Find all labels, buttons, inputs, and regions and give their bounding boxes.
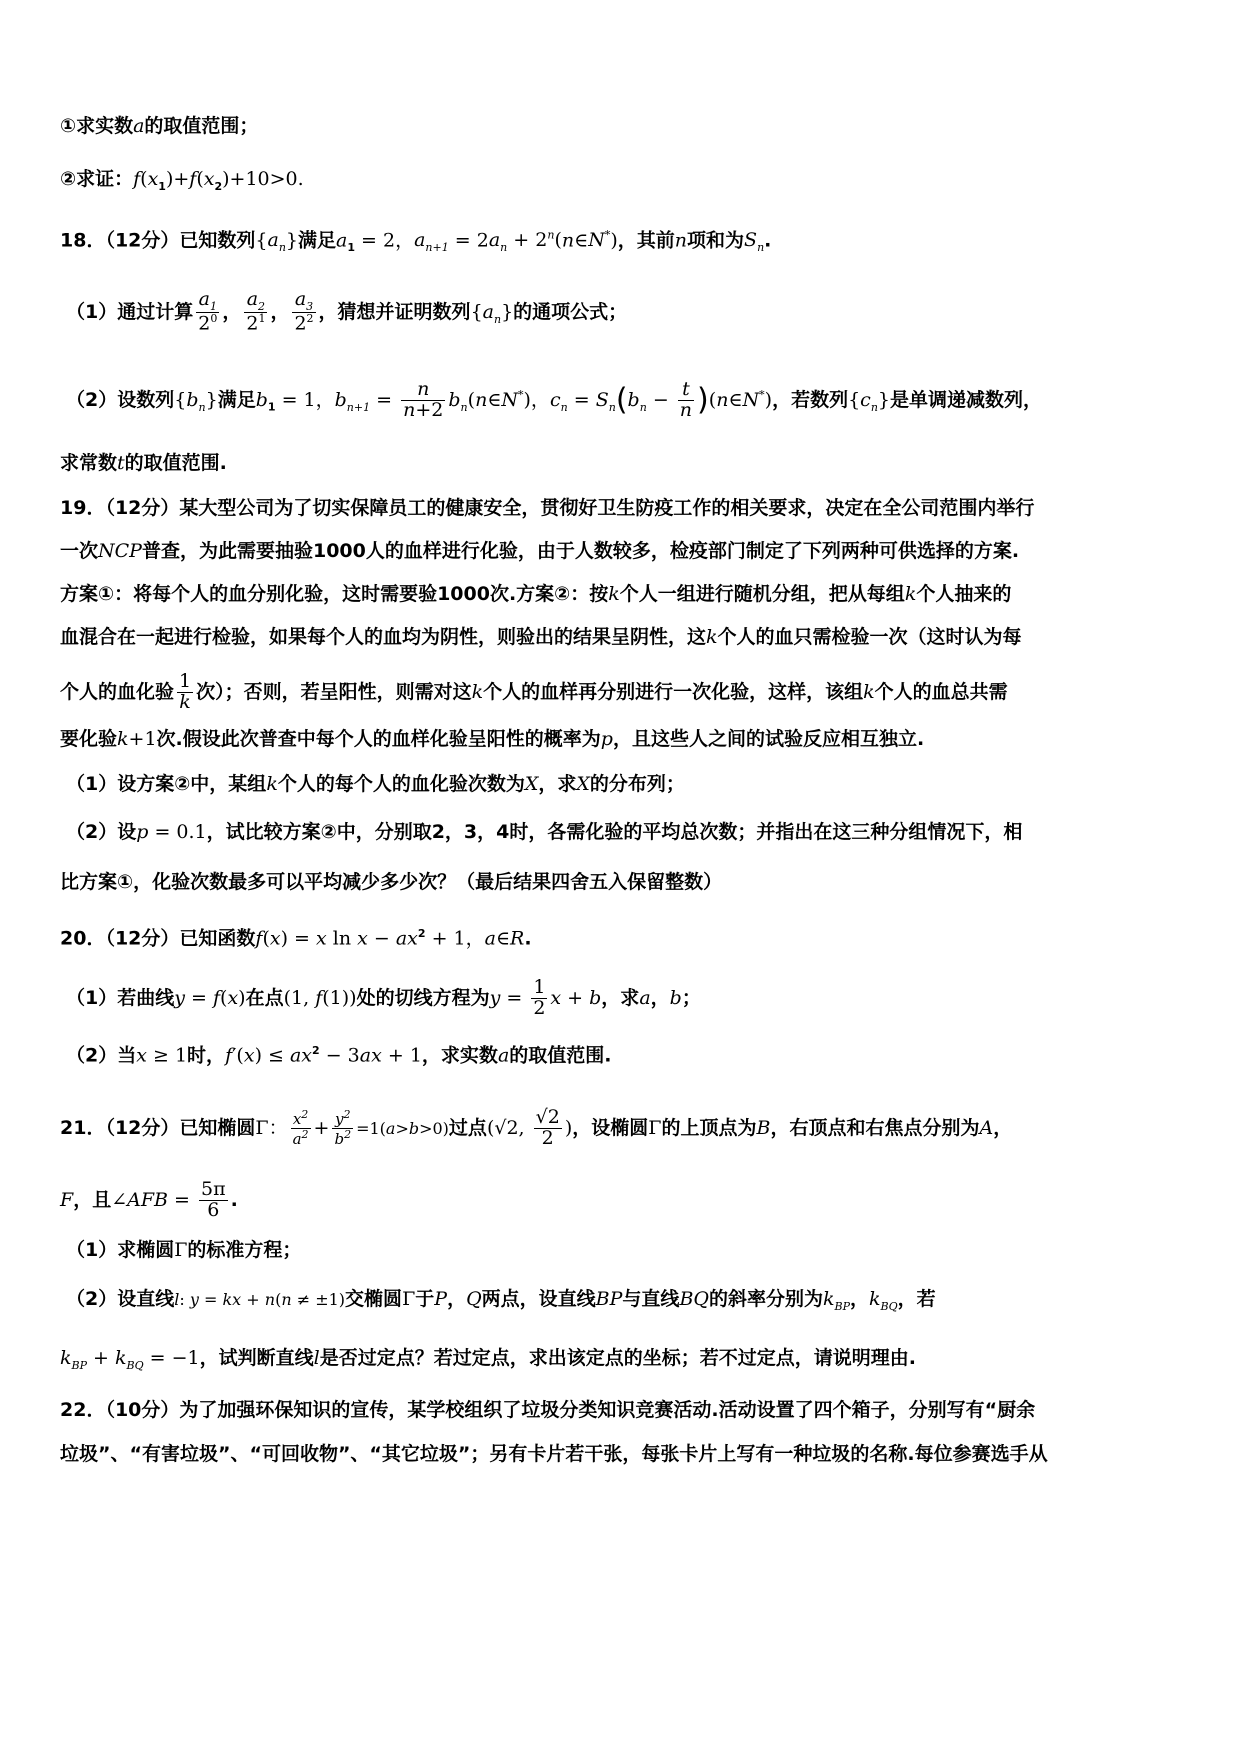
q20-stem: 20．（12分）已知函数f(x) = x $\ln x - ax^2 + 1$，a∈R. — [60, 927, 532, 950]
q19-line2: 一次NCP普查，为此需要抽验1000人的血样进行化验，由于人数较多，检疫部门制定了下列两种可供选择的方案. — [60, 540, 1020, 562]
q21-part1: （1）求椭圆Γ的标准方程； — [66, 1239, 302, 1261]
q22-line2: 垃圾”、“有害垃圾”、“可回收物”、“其它垃圾”；另有卡片若干张，每张卡片上写有一种垃圾的名称.每位参赛选手从 — [60, 1443, 1048, 1465]
q18-part2: （2）设数列$\{b_n\}$满足$b_1 = 1$，$b_{n+1}$ = $\frac{n}{n+2}$ $b_n(n\in N^*)$，$c_n = S_n(b_n$ − $\frac{t}{n}$ )(n∈N*)，若数列$\{c_n\}$是单调递减数列， — [66, 378, 1043, 421]
q18-part1: （1）通过计算 $\frac{a_1}{2^0}$ ， $\frac{a_2}{2^1}$ ， $\frac{a_3}{2^2}$ ，猜想并证明数列$\{a_n\}$的通项公式； — [66, 288, 628, 335]
q17-part2: ②求证：$f(x_1)+f(x_2)+10>0$. — [60, 168, 304, 193]
q19-part1: （1）设方案②中，某组k个人的每个人的血化验次数为X，求X的分布列； — [66, 773, 685, 795]
q22-line1: 22．（10分）为了加强环保知识的宣传，某学校组织了垃圾分类知识竞赛活动.活动设置了四个箱子，分别写有“厨余 — [60, 1399, 1036, 1421]
q18-part2-cont: 求常数t的取值范围. — [60, 452, 227, 474]
q19-part2: （2）设p = 0.1，试比较方案②中，分别取2，3，4时，各需化验的平均总次数；并指出在这三种分组情况下，相 — [66, 821, 1023, 843]
q21-part2: （2）设直线l: y = kx + n(n ≠ ±1)交椭圆Γ于P，Q两点，设直线BP与直线BQ的斜率分别为$k_{BP}$，$k_{BQ}$，若 — [66, 1288, 936, 1313]
q19-line5: 个人的血化验 $\frac{1}{k}$ 次）；否则，若呈阳性，则需对这k个人的血样再分别进行一次化验，这样，该组k个人的血总共需 — [60, 670, 1008, 713]
q17-part1: ①求实数a的取值范围； — [60, 115, 259, 137]
q18-stem: 18．（12分）已知数列$\{a_n\}$满足$a_1 = 2$，$a_{n+1} = 2a_n$ + $2^n(n\in N^*)$，其前n项和为$S_n$. — [60, 229, 772, 255]
q19-line4: 血混合在一起进行检验，如果每个人的血均为阴性，则验出的结果呈阴性，这k个人的血只需检验一次（这时认为每 — [60, 626, 1022, 648]
q19-line3: 方案①：将每个人的血分别化验，这时需要验1000次.方案②：按k个人一组进行随机分组，把从每组k个人抽来的 — [60, 583, 1012, 605]
q19-line6: 要化验k+1次.假设此次普查中每个人的血样化验呈阳性的概率为p，且这些人之间的试验反应相互独立. — [60, 728, 925, 750]
q21-part2-cont: $k_{BP} + k_{BQ} = -1$，试判断直线l是否过定点？若过定点，求出该定点的坐标；若不过定点，请说明理由. — [60, 1347, 916, 1372]
q19-part2-cont: 比方案①，化验次数最多可以平均减少多少次？（最后结果四舍五入保留整数） — [60, 871, 723, 893]
q19-line1: 19．（12分）某大型公司为了切实保障员工的健康安全，贯彻好卫生防疫工作的相关要求，决定在全公司范围内举行 — [60, 497, 1035, 519]
q21-stem: 21．（12分）已知椭圆Γ： $\frac{x^2}{a^2}$ + $\frac{y^2}{b^2}$ =1(a>b>0)过点(√2, $\frac{√2}{2}$ )，设椭圆Γ的上顶点为B，右顶点和右焦点分别为A， — [60, 1106, 1013, 1149]
q20-part1: （1）若曲线y = f(x)在点(1, f(1))处的切线方程为y = $\frac{1}{2}$ x + b，求a，b； — [66, 976, 701, 1019]
q20-part2: （2）当x ≥ 1时，$f'(x) \le ax^2 - 3ax + 1$，求实数a的取值范围. — [66, 1044, 612, 1067]
q21-stem-cont: F，且∠AFB = $\frac{5\pi}{6}$ . — [60, 1178, 238, 1221]
